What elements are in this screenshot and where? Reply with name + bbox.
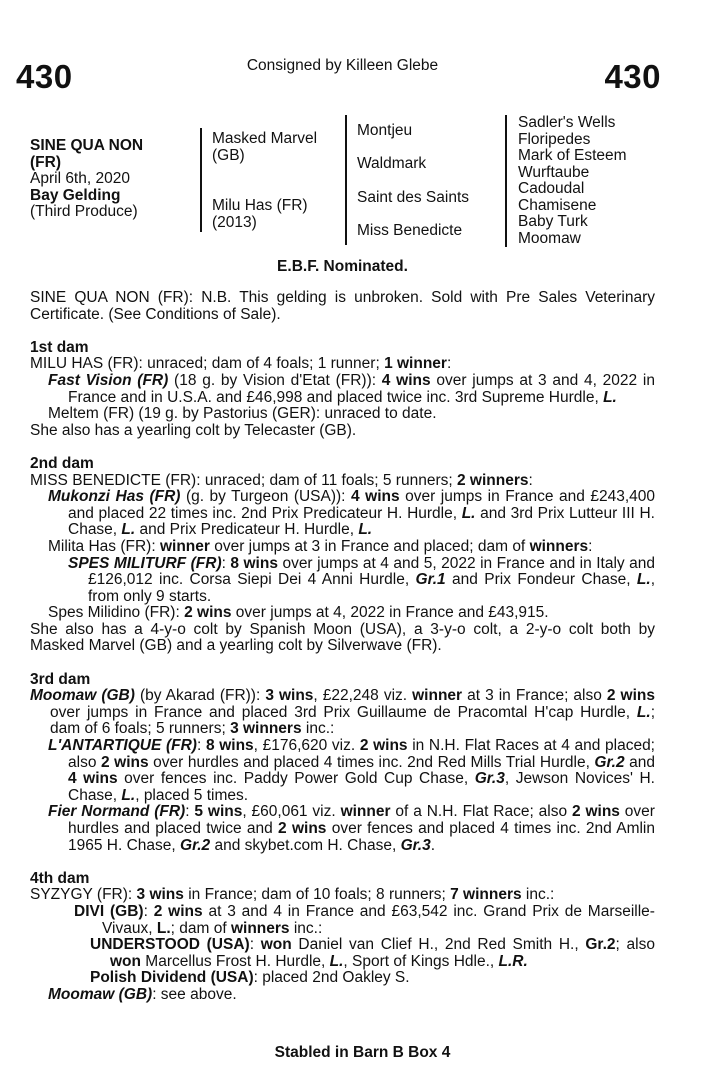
pedigree-gen4-7: Baby Turk [518, 213, 588, 230]
pedigree-sire: Masked Marvel (GB) [212, 130, 318, 164]
produce-lantartique: L'ANTARTIQUE (FR): 8 wins, £176,620 viz. 2 wins in N.H. Flat Races at 4 and placed; also 2 wins over hurdles and placed 4 times inc. 2nd Red Mills Trial Hurdle, Gr.2 and 4 wins over fences inc. Paddy Power Gold Cup Chase, Gr.3, Jewson Novices' H. Chase, L., placed 5 times. [48, 737, 655, 804]
third-dam-heading: 3rd dam [30, 670, 91, 688]
second-dam-also: She also has a 4-y-o colt by Spanish Moon (USA), a 3-y-o colt, a 2-y-o colt both by Masked Marvel (GB) and a yearling colt by Silverwave (FR). [30, 620, 655, 655]
third-dam-moomaw: Moomaw (GB) (by Akarad (FR)): 3 wins, £22,248 viz. winner at 3 in France; also 2 wins over jumps in France and placed 3rd Prix Guillaume de Pracomtal H'cap Hurdle, L.; dam of 6 foals; 5 runners; 3 winners inc.: [30, 687, 655, 738]
produce-understood: UNDERSTOOD (USA): won Daniel van Clief H., 2nd Red Smith H., Gr.2; also won Marcellus Frost H. Hurdle, L., Sport of Kings Hdle., L.R. [90, 936, 655, 970]
produce-meltem: Meltem (FR) (19 g. by Pastorius (GER): unraced to date. [48, 405, 437, 423]
pedigree-gen4-3: Mark of Esteem [518, 147, 627, 164]
produce-fier-normand: Fier Normand (FR): 5 wins, £60,061 viz. winner of a N.H. Flat Race; also 2 wins over hurdles and placed twice and 2 wins over fences and placed 4 times inc. 2nd Amlin 1965 H. Chase, Gr.2 and skybet.com H. Chase, Gr.3. [48, 803, 655, 854]
horse-details [30, 138, 200, 221]
pedigree-gen4-4: Wurftaube [518, 163, 590, 181]
foaling-date: April 6th, 2020 [30, 170, 130, 187]
pedigree-gen3-1: Montjeu [357, 122, 413, 139]
produce-spes-milidino: Spes Milidino (FR): 2 wins over jumps at 4, 2022 in France and £43,915. [48, 604, 549, 622]
pedigree-divider-1 [200, 128, 202, 232]
intro-paragraph: SINE QUA NON (FR): N.B. This gelding is unbroken. Sold with Pre Sales Veterinary Certificate. (See Conditions of Sale). [30, 289, 655, 323]
horse-description: Bay Gelding [30, 186, 121, 204]
lot-number-right: 430 [604, 58, 661, 95]
first-dam-heading: 1st dam [30, 338, 89, 356]
pedigree-gen4-6: Chamisene [518, 196, 597, 214]
produce-note: (Third Produce) [30, 203, 138, 220]
pedigree-gen3-3: Saint des Saints [357, 189, 470, 206]
horse-name: SINE QUA NON [30, 137, 144, 154]
ebf-nominated: E.B.F. Nominated. [277, 258, 408, 275]
pedigree-divider-2 [345, 115, 347, 245]
produce-moomaw-ref: Moomaw (GB): see above. [48, 985, 237, 1003]
pedigree-gen3-2: Waldmark [357, 155, 427, 172]
horse-name-suffix: (FR) [30, 153, 61, 171]
produce-polish-dividend: Polish Dividend (USA): placed 2nd Oakley S. [90, 969, 410, 987]
produce-mukonzi-has: Mukonzi Has (FR) (g. by Turgeon (USA)): 4 wins over jumps in France and £243,400 and placed 22 times inc. 2nd Prix Predicateur H. Hurdle, L. and 3rd Prix Lutteur III H. Chase, L. and Prix Predicateur H. Hurdle, L. [48, 488, 655, 539]
pedigree-gen4-list [518, 115, 627, 247]
first-dam-line: MILU HAS (FR): unraced; dam of 4 foals; 1 runner; 1 winner: [30, 355, 452, 373]
pedigree-gen4-8: Moomaw [518, 229, 581, 247]
pedigree-gen4-1: Sadler's Wells [518, 114, 616, 131]
stabling-footer: Stabled in Barn B Box 4 [274, 1044, 451, 1061]
pedigree-divider-3 [505, 115, 507, 247]
pedigree-gen4-5: Cadoudal [518, 180, 585, 197]
pedigree-dam: Milu Has (FR) (2013) [212, 197, 308, 231]
fourth-dam-syzygy: SYZYGY (FR): 3 wins in France; dam of 10 foals; 8 runners; 7 winners inc.: [30, 886, 555, 904]
pedigree-gen3-4: Miss Benedicte [357, 222, 463, 239]
first-dam-also: She also has a yearling colt by Telecaster (GB). [30, 421, 357, 439]
produce-fast-vision: Fast Vision (FR) (18 g. by Vision d'Etat (FR)): 4 wins over jumps at 3 and 4, 2022 in France and in U.S.A. and £46,998 and placed twice inc. 3rd Supreme Hurdle, L. [48, 371, 655, 406]
catalogue-body [30, 290, 655, 1004]
lot-number-left: 430 [16, 58, 73, 95]
second-dam-line: MISS BENEDICTE (FR): unraced; dam of 11 foals; 5 runners; 2 winners: [30, 471, 533, 489]
produce-divi: DIVI (GB): 2 wins at 3 and 4 in France and £63,542 inc. Grand Prix de Marseille-Vivaux, L.; dam of winners inc.: [74, 902, 655, 937]
fourth-dam-heading: 4th dam [30, 869, 90, 887]
pedigree-gen4-2: Floripedes [518, 130, 591, 148]
produce-milita-has: Milita Has (FR): winner over jumps at 3 in France and placed; dam of winners: [48, 537, 593, 555]
consignor: Consigned by Killeen Glebe [246, 57, 439, 74]
second-dam-heading: 2nd dam [30, 454, 94, 472]
produce-spes-militurf: SPES MILITURF (FR): 8 wins over jumps at 4 and 5, 2022 in France and in Italy and £126,012 inc. Corsa Siepi Dei 4 Anni Hurdle, Gr.1 and Prix Fondeur Chase, L., from only 9 starts. [68, 554, 655, 605]
